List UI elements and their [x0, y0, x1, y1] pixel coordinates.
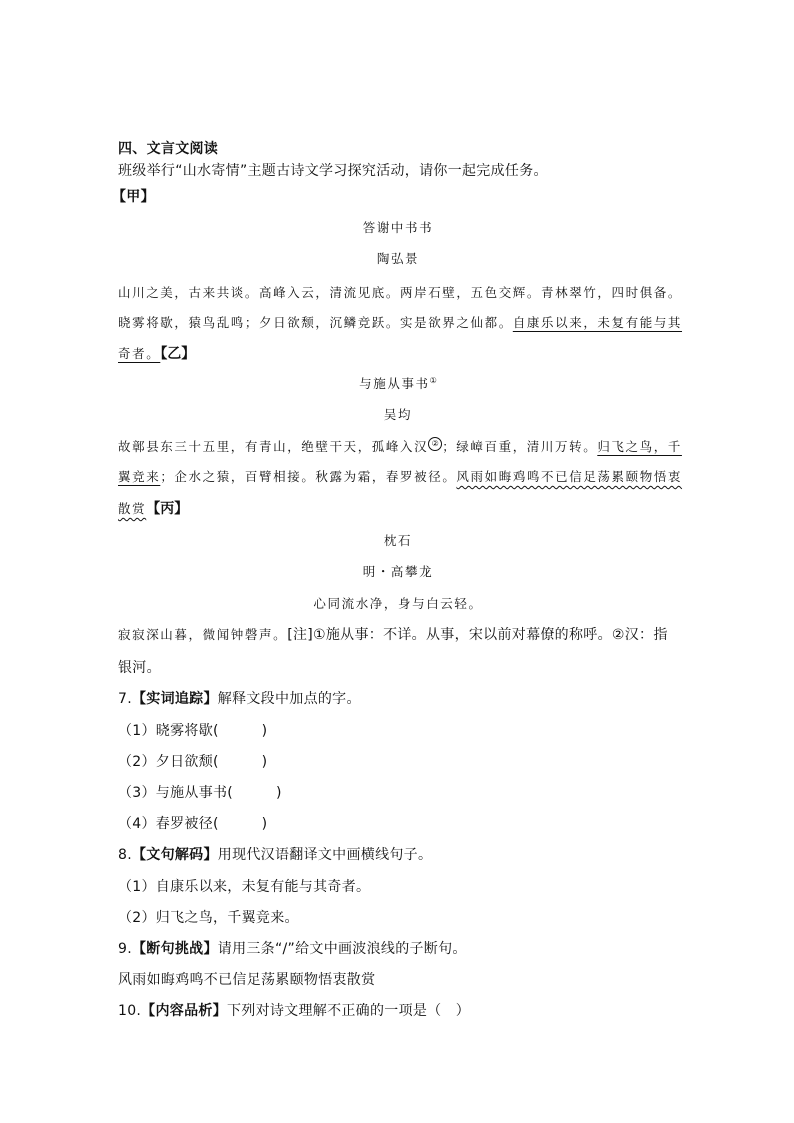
bing-line-1: 心同流水净，身与白云轻。: [313, 596, 483, 611]
yi-line-1-b: ；绿嶂百重，清川万转。: [442, 439, 598, 455]
q8-number: 8.: [118, 847, 132, 863]
yi-line-1-a: 故鄣县东三十五里，有青山，绝壁干天，孤峰入汉: [118, 439, 429, 455]
question-10: [118, 1000, 470, 1020]
q9-number: 9.: [118, 941, 132, 957]
yi-underlined-sentence-a: 归飞之鸟，千: [597, 439, 682, 455]
intro-text: 班级举行“山水寄情”主题古诗文学习探究活动，请你一起完成任务。: [118, 163, 548, 179]
note-part-2: 银河。: [118, 660, 161, 676]
q9-stem: 请用三条“/”给文中画波浪线的子断句。: [217, 941, 467, 957]
note-part-1: [注]①施从事：不详。从事，宋以前对幕僚的称呼。②汉：指: [287, 627, 668, 643]
bing-title: 枕石: [383, 533, 413, 548]
label-bing: 【丙】: [146, 501, 189, 517]
jia-underlined-sentence-a: 自康乐以来，未复有能与其: [512, 315, 683, 330]
yi-line-3: [118, 498, 188, 518]
q7-stem: 解释文段中加点的字。: [217, 691, 361, 707]
section-title: 四、文言文阅读: [118, 141, 219, 157]
question-8: [118, 844, 432, 864]
bing-line-2-and-note: [118, 624, 668, 644]
q8-item-1: （1）自康乐以来，未复有能与其奇者。: [118, 879, 371, 895]
q10-number: 10.: [118, 1003, 142, 1019]
jia-line-1: 山川之美，古来共谈。高峰入云，清流见底。两岸石壁，五色交辉。青林翠竹，四时俱备。: [118, 285, 683, 300]
q7-item-1: （1）晓雾将歇( ): [118, 723, 268, 739]
q7-number: 7.: [118, 691, 132, 707]
q10-tag: 【内容品析】: [141, 1003, 227, 1019]
label-yi: 【乙】: [160, 346, 196, 362]
yi-line-2-plain: ；企水之猿，百臂相接。秋露为霜，春罗被径。: [160, 469, 457, 484]
q9-text: 风雨如晦鸡鸣不已信足荡累颐物悟衷散赏: [118, 972, 376, 988]
q10-stem: 下列对诗文理解不正确的一项是（ ）: [226, 1003, 471, 1019]
yi-line-1: [118, 437, 682, 455]
q9-tag: 【断句挑战】: [131, 941, 218, 957]
jia-title: 答谢中书书: [362, 220, 434, 235]
jia-line-2-plain: 晓雾将歇，猿鸟乱鸣；夕日欲颓，沉鳞竞跃。实是欲界之仙都。: [118, 315, 513, 330]
yi-author: 吴均: [383, 407, 413, 422]
note-2-marker: ②: [428, 437, 442, 451]
yi-title: [118, 374, 678, 392]
jia-line-2: [118, 313, 682, 331]
jia-underlined-sentence-b: 奇者。: [118, 346, 161, 361]
label-jia: 【甲】: [112, 189, 155, 205]
q8-tag: 【文句解码】: [131, 847, 218, 863]
yi-underlined-sentence-b: 翼竞来: [118, 469, 161, 484]
bing-author: 明・高攀龙: [362, 564, 434, 579]
yi-wavy-sentence-b: 散赏: [118, 501, 147, 516]
q7-item-4: （4）春罗被径( ): [118, 816, 268, 832]
jia-author: 陶弘景: [376, 251, 420, 266]
question-9: [118, 938, 467, 958]
yi-title-note: ①: [429, 375, 437, 385]
q8-stem: 用现代汉语翻译文中画横线句子。: [217, 847, 433, 863]
q7-item-3: （3）与施从事书( ): [118, 785, 282, 801]
q7-item-2: （2）夕日欲颓( ): [118, 754, 268, 770]
q7-tag: 【实词追踪】: [131, 691, 218, 707]
q8-item-2: （2）归飞之鸟，千翼竞来。: [118, 910, 299, 926]
question-7: [118, 688, 361, 708]
yi-wavy-sentence-a: 风雨如晦鸡鸣不已信足荡累颐物悟衷: [456, 469, 683, 484]
bing-line-2: 寂寂深山暮，微闻钟磬声。: [118, 627, 288, 642]
yi-title-text: 与施从事书: [359, 376, 430, 391]
jia-line-3: [118, 343, 195, 363]
yi-line-2: [118, 467, 682, 485]
